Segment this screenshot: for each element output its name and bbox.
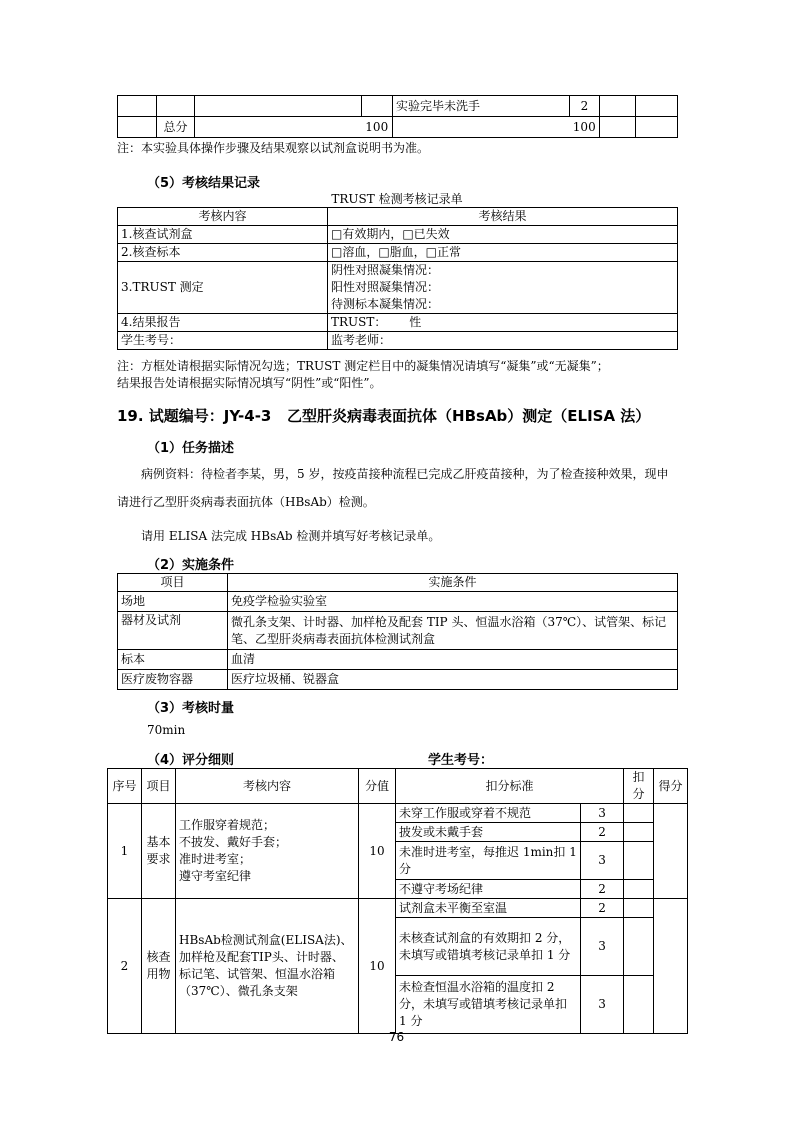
row-result: □有效期内，□已失效 <box>328 226 678 244</box>
row-content: 2.核查标本 <box>118 244 328 262</box>
table-header-row <box>108 769 688 804</box>
row-item: 场地 <box>118 592 228 612</box>
points-cell: 2 <box>570 96 600 117</box>
criteria-text: 未核查试剂盒的有效期扣 2 分，未填写或错填考核记录单扣 1 分 <box>396 918 581 976</box>
note-checkbox-line2: 结果报告处请根据实际情况填写“阴性”或“阳性”。 <box>117 376 382 390</box>
row-content: 3.TRUST 测定 <box>118 262 328 314</box>
group-score: 10 <box>359 804 396 899</box>
scoring-heading: （4）评分细则 <box>147 753 235 768</box>
conditions-heading: （2）实施条件 <box>147 558 235 573</box>
table-row <box>118 612 678 650</box>
trust-table-title: TRUST 检测考核记录单 <box>331 192 463 206</box>
table-header-row <box>118 574 678 592</box>
group-no: 1 <box>108 804 142 899</box>
table-row <box>118 244 678 262</box>
result-line: 待测标本凝集情况： <box>331 297 440 311</box>
student-id-cell: 学生考号： <box>118 332 328 350</box>
question-19-heading: 19. 试题编号：JY-4-3 乙型肝炎病毒表面抗体（HBsAb）测定（ELISA 法） <box>117 407 651 425</box>
content-line: 工作服穿着规范； <box>179 818 276 832</box>
note-checkbox-line1: 注：方框处请根据实际情况勾选；TRUST 测定栏目中的凝集情况请填写“凝集”或“无凝集”； <box>117 359 609 373</box>
header-result: 考核结果 <box>328 208 678 226</box>
note-kit-instructions: 注：本实验具体操作步骤及结果观察以试剂盒说明书为准。 <box>117 141 430 155</box>
group-no: 2 <box>108 899 142 1034</box>
row-result <box>328 262 678 314</box>
table-row <box>108 899 688 918</box>
table-row <box>118 592 678 612</box>
header-got: 得分 <box>654 769 688 804</box>
group-content <box>176 804 359 899</box>
row-value: 医疗垃圾桶、锐器盒 <box>228 670 678 690</box>
row-content: 1.核查试剂盒 <box>118 226 328 244</box>
content-line: 准时进考室； <box>179 852 252 866</box>
table-row <box>118 226 678 244</box>
table-header-row <box>118 208 678 226</box>
row-result: □溶血，□脂血，□正常 <box>328 244 678 262</box>
row-content: 4.结果报告 <box>118 314 328 332</box>
student-id-label: 学生考号： <box>428 753 494 768</box>
criteria-points: 3 <box>581 918 624 976</box>
table-row <box>118 314 678 332</box>
time-heading: （3）考核时量 <box>147 701 235 716</box>
instruction-text: 请用 ELISA 法完成 HBsAb 检测并填写好考核记录单。 <box>141 529 441 543</box>
row-item: 标本 <box>118 650 228 670</box>
header-no: 序号 <box>108 769 142 804</box>
row-result: TRUST： 性 <box>328 314 678 332</box>
total-label: 总分 <box>157 117 195 138</box>
total-value: 100 <box>362 117 393 138</box>
header-score: 分值 <box>359 769 396 804</box>
criteria-text: 试剂盒未平衡至室温 <box>396 899 581 918</box>
trust-record-table <box>117 207 678 350</box>
criteria-points: 3 <box>581 842 624 880</box>
table-row <box>108 804 688 823</box>
criteria-points: 2 <box>581 899 624 918</box>
table-row <box>118 117 678 138</box>
case-description: 病例资料：待检者李某，男，5 岁，按疫苗接种流程已完成乙肝疫苗接种，为了检查接种效果，现申请进行乙型肝炎病毒表面抗体（HBsAb）检测。 <box>117 467 669 509</box>
criteria-points: 3 <box>581 804 624 823</box>
content-line: 遵守考室纪律 <box>179 869 252 883</box>
header-conditions: 实施条件 <box>228 574 678 592</box>
header-item: 项目 <box>118 574 228 592</box>
header-criteria: 扣分标准 <box>396 769 624 804</box>
table-row <box>118 96 678 117</box>
content-line: 不披发、戴好手套； <box>179 835 288 849</box>
page-number: 76 <box>388 1030 405 1044</box>
total-deduct-value: 100 <box>570 117 600 138</box>
criteria-points: 3 <box>581 976 624 1034</box>
group-item: 核查用物 <box>142 899 176 1034</box>
table-row <box>118 332 678 350</box>
row-value: 血清 <box>228 650 678 670</box>
time-value: 70min <box>147 723 186 737</box>
criteria-text: 不遵守考场纪律 <box>396 880 581 899</box>
criteria-text: 未检查恒温水浴箱的温度扣 2 分，未填写或错填考核记录单扣 1 分 <box>396 976 581 1034</box>
header-deduct: 扣分 <box>624 769 654 804</box>
header-item: 项目 <box>142 769 176 804</box>
criteria-points: 2 <box>581 823 624 842</box>
task-heading: （1）任务描述 <box>147 441 235 456</box>
scoring-table <box>107 768 688 1034</box>
criteria-points: 2 <box>581 880 624 899</box>
conditions-table <box>117 573 678 690</box>
group-content: HBsAb检测试剂盒(ELISA法)、加样枪及配套TIP头、计时器、标记笔、试管架、恒温水浴箱（37℃）、微孔条支架 <box>176 899 359 1034</box>
table-row <box>118 670 678 690</box>
proctor-cell: 监考老师： <box>328 332 678 350</box>
result-line: 阳性对照凝集情况： <box>331 280 440 294</box>
header-content: 考核内容 <box>118 208 328 226</box>
header-content: 考核内容 <box>176 769 359 804</box>
criteria-cell: 实验完毕未洗手 <box>393 96 570 117</box>
group-item: 基本要求 <box>142 804 176 899</box>
group-score: 10 <box>359 899 396 1034</box>
top-score-table <box>117 95 678 138</box>
row-item: 器材及试剂 <box>118 612 228 650</box>
table-row <box>118 262 678 314</box>
result-line: 阴性对照凝集情况： <box>331 263 440 277</box>
row-value: 微孔条支架、计时器、加样枪及配套 TIP 头、恒温水浴箱（37℃）、试管架、标记笔、乙型肝炎病毒表面抗体检测试剂盒 <box>228 612 678 650</box>
row-item: 医疗废物容器 <box>118 670 228 690</box>
section-5-heading: （5）考核结果记录 <box>147 176 261 191</box>
criteria-text: 未准时进考室，每推迟 1min扣 1 分 <box>396 842 581 880</box>
criteria-text: 未穿工作服或穿着不规范 <box>396 804 581 823</box>
table-row <box>118 650 678 670</box>
criteria-text: 披发或未戴手套 <box>396 823 581 842</box>
row-value: 免疫学检验实验室 <box>228 592 678 612</box>
